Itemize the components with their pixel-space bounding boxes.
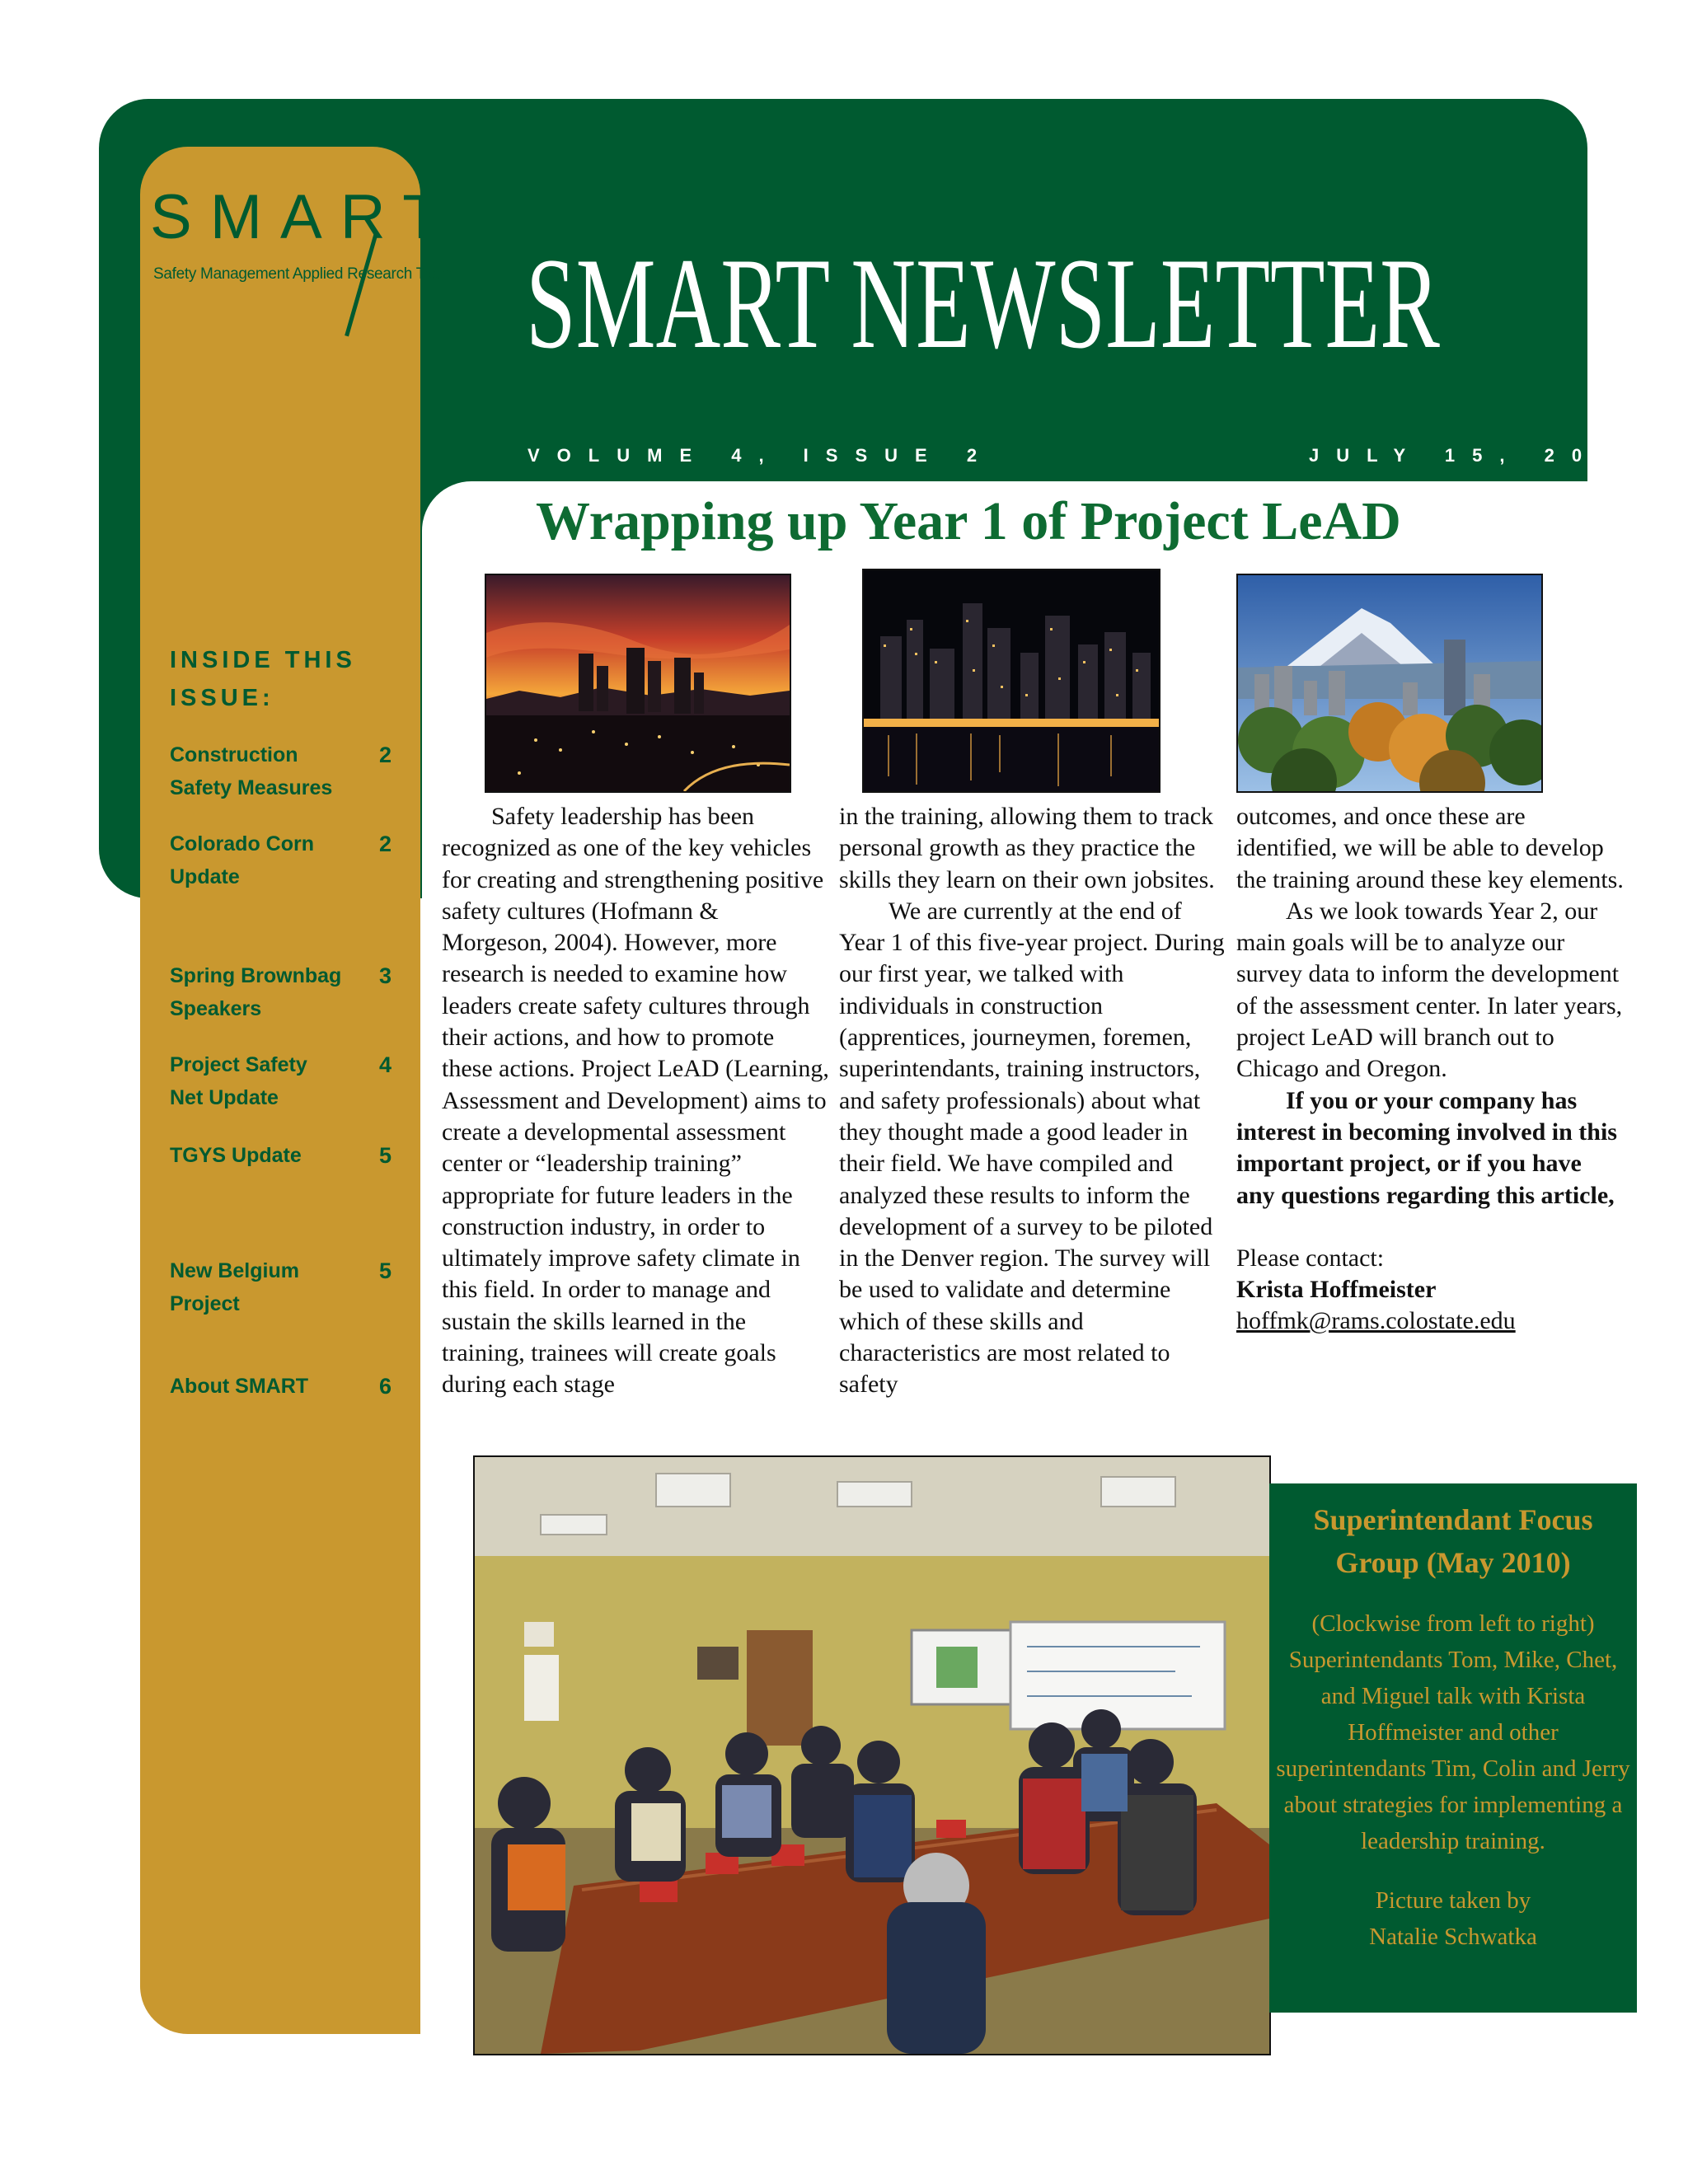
article-column-1	[442, 801, 829, 1401]
toc-item[interactable]	[170, 1254, 392, 1320]
toc-item-label: New Belgium Project	[170, 1259, 299, 1315]
toc-item-page: 2	[379, 743, 392, 767]
caption-title: Superintendant Focus Group (May 2010)	[1313, 1503, 1593, 1579]
toc-item[interactable]	[170, 1048, 392, 1114]
focus-group-photo	[473, 1455, 1271, 2055]
caption-credit	[1276, 1882, 1630, 1955]
volume-issue: VOLUME 4, ISSUE 2	[528, 445, 995, 466]
toc-item[interactable]	[170, 959, 392, 1025]
article-paragraph: Safety leadership has been recognized as one of the key vehicles for creating and strengthening positive safety cultures (Hofmann & Morgeson, 2004). However, more research is needed to examine how leaders create safety cultures through their actions, and how to promote these actions. Project LeAD (Learning, Assessment and Development) aims to create a developmental assessment center or “leadership training” appropriate for future leaders in the construction industry, in order to ultimately improve safety climate in this field. In order to manage and sustain the skills learned in the training, trainees will create goals during each stage	[442, 803, 829, 1399]
toc-item[interactable]	[170, 1370, 392, 1403]
article-paragraph: As we look towards Year 2, our main goals will be to analyze our survey data to inform the development of the assessment center. In later years, project LeAD will branch out to Chicago and Oregon.	[1236, 897, 1623, 1083]
toc-item[interactable]	[170, 827, 392, 893]
article-headline: Wrapping up Year 1 of Project LeAD	[536, 491, 1401, 551]
logo-tagline: Safety Management Applied Research Team	[153, 265, 453, 283]
toc-item[interactable]	[170, 738, 392, 804]
contact-name: Krista Hoffmeister	[1236, 1276, 1437, 1304]
chicago-night-photo	[862, 569, 1160, 793]
article-column-3	[1236, 801, 1624, 1338]
toc-item-label: TGYS Update	[170, 1144, 302, 1167]
toc-item-label: Construction Safety Measures	[170, 743, 333, 799]
issue-date: JULY 15, 2010	[1309, 445, 1654, 466]
toc-item-label: About SMART	[170, 1375, 309, 1398]
newsletter-title: SMART NEWSLETTER	[526, 232, 1440, 376]
contact-invitation: If you or your company has interest in becoming involved in this important project, or if you have any questions regarding this article,	[1236, 1086, 1617, 1209]
caption-credit-line: Picture taken by	[1375, 1887, 1531, 1914]
portland-mountain-photo	[1236, 574, 1543, 793]
toc-item-page: 3	[379, 963, 392, 988]
toc-item-page: 2	[379, 832, 392, 856]
contact-email-link[interactable]: hoffmk@rams.colostate.edu	[1236, 1307, 1516, 1335]
toc-item-page: 5	[379, 1143, 392, 1168]
caption-credit-name: Natalie Schwatka	[1369, 1924, 1537, 1950]
toc-item-page: 5	[379, 1258, 392, 1283]
toc-item-label: Colorado Corn Update	[170, 832, 314, 888]
toc-item-label: Spring Brownbag Speakers	[170, 964, 342, 1020]
denver-skyline-photo	[485, 574, 791, 793]
toc-item[interactable]	[170, 1139, 392, 1172]
toc-item-page: 4	[379, 1052, 392, 1077]
toc-item-page: 6	[379, 1374, 392, 1399]
article-paragraph: We are currently at the end of Year 1 of this five-year project. During our first year, we talked with individuals in construction (apprentices, journeymen, foremen, superintendants, training instructors, and safety professionals) about what they thought made a good leader in their field. We have compiled and analyzed these results to inform the development of a survey to be piloted in the Denver region. The survey will be used to validate and determine which of these skills and characteristics are most related to safety	[839, 897, 1225, 1399]
smart-logo	[148, 182, 486, 326]
photo-caption-box	[1269, 1483, 1637, 2013]
article-paragraph: outcomes, and once these are identified, we will be able to develop the training around these key elements.	[1236, 803, 1624, 893]
toc-item-label: Project Safety Net Update	[170, 1053, 307, 1109]
contact-label: Please contact:	[1236, 1244, 1385, 1272]
inside-this-issue-heading: INSIDE THIS ISSUE:	[170, 647, 356, 711]
article-column-2	[839, 801, 1226, 1401]
article-paragraph: in the training, allowing them to track personal growth as they practice the skills they learn on their own jobsites.	[839, 803, 1215, 893]
caption-body: (Clockwise from left to right) Superintendants Tom, Mike, Chet, and Miguel talk with Krista Hoffmeister and other superintendants Tim, Colin and Jerry about strategies for implementing a leadership training.	[1276, 1610, 1630, 1854]
logo-wordmark: SMART	[150, 182, 459, 252]
